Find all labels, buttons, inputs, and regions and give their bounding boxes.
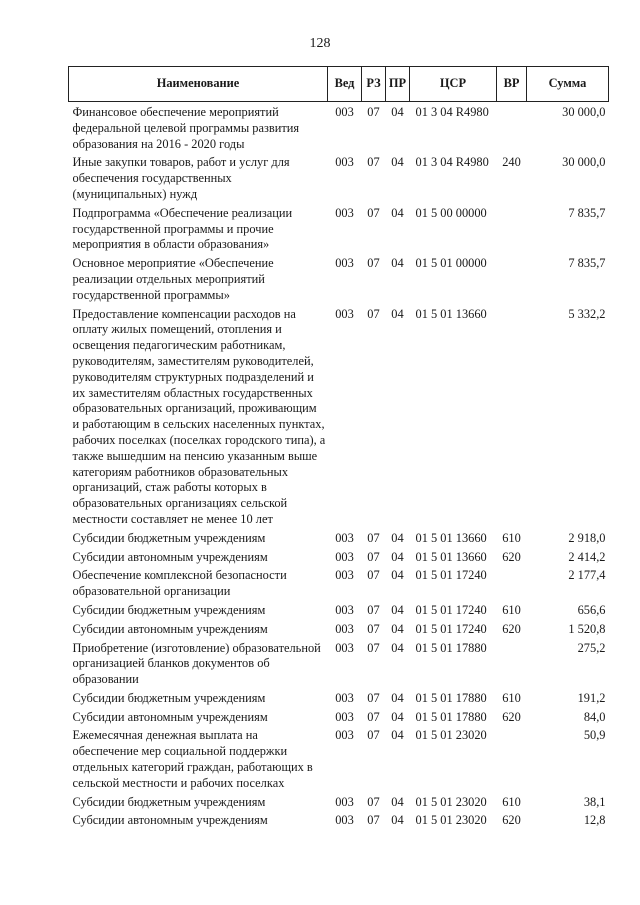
cell-name: Субсидии автономным учреждениям [72,549,268,564]
cell-csr: 01 5 01 23020 [415,794,487,809]
table-row [69,641,609,691]
cell-rz: 07 [367,256,380,271]
cell-pr: 04 [391,709,404,724]
header-ved: Вед [328,67,362,102]
cell-sum: 84,0 [583,709,606,724]
budget-table [68,66,609,832]
cell-csr: 01 5 01 17240 [415,621,487,636]
cell-name: Субсидии бюджетным учреждениям [72,794,266,809]
cell-name: Подпрограмма «Обеспечение реализации государственной программы и прочие мероприятия в области образования» [72,205,293,252]
table-row [69,813,609,832]
cell-sum: 7 835,7 [568,205,606,220]
cell-name: Субсидии бюджетным учреждениям [72,602,266,617]
cell-name: Финансовое обеспечение мероприятий федеральной целевой программы развития образования на 2016 - 2020 годы [72,105,300,151]
cell-ved: 003 [335,709,354,724]
cell-name: Иные закупки товаров, работ и услуг для обеспечения государственных (муниципальных) нужд [72,155,290,201]
cell-vr [497,102,527,156]
cell-ved: 003 [335,728,354,743]
cell-sum: 275,2 [577,640,606,655]
cell-pr: 04 [391,256,404,271]
cell-sum: 2 414,2 [568,549,606,564]
table-row [69,710,609,729]
table-row [69,256,609,306]
header-csr: ЦСР [410,67,497,102]
cell-name: Субсидии бюджетным учреждениям [72,690,266,705]
table-row [69,307,609,531]
cell-sum: 1 520,8 [568,621,606,636]
cell-sum: 7 835,7 [568,256,606,271]
cell-vr [497,307,527,531]
cell-vr [497,256,527,306]
cell-pr: 04 [391,794,404,809]
cell-pr: 04 [391,813,404,828]
header-name: Наименование [69,67,328,102]
cell-rz: 07 [367,549,380,564]
cell-pr: 04 [391,530,404,545]
cell-pr: 04 [391,306,404,321]
cell-ved: 003 [335,205,354,220]
cell-csr: 01 5 01 17880 [415,690,487,705]
cell-ved: 003 [335,640,354,655]
table-row [69,691,609,710]
cell-name: Ежемесячная денежная выплата на обеспечение мер социальной поддержки отдельных категорий граждан, работающих в сельской местности и рабочих поселках [72,728,313,790]
cell-pr: 04 [391,549,404,564]
cell-csr: 01 5 01 17240 [415,602,487,617]
cell-vr: 610 [502,794,521,809]
cell-sum: 656,6 [577,602,606,617]
cell-pr: 04 [391,105,404,119]
cell-pr: 04 [391,602,404,617]
cell-vr: 620 [502,621,521,636]
cell-ved: 003 [335,306,354,321]
table-row [69,728,609,794]
cell-name: Субсидии автономным учреждениям [72,709,268,724]
cell-rz: 07 [367,568,380,583]
cell-rz: 07 [367,794,380,809]
cell-name: Предоставление компенсации расходов на оплату жилых помещений, отопления и освещения педагогическим работникам, руководителям, заместителям руководителей, руководителям структурных подразделений и их заместителям областных государственных образовательных организаций, проживающим и работающим в сельских населенных пунктах, рабочих поселках (поселках городского типа), а также вышедшим на пенсию указанным выше категориям работников образовательных организаций, стаж работы которых в образовательных организациях сельской местности составляет не менее 10 лет [72,306,326,526]
cell-rz: 07 [367,640,380,655]
cell-vr: 620 [502,813,521,828]
cell-name: Субсидии бюджетным учреждениям [72,530,266,545]
cell-sum: 5 332,2 [568,306,606,321]
cell-csr: 01 5 01 17880 [415,640,487,655]
table-row [69,622,609,641]
cell-rz: 07 [367,690,380,705]
cell-rz: 07 [367,813,380,828]
cell-sum: 30 000,0 [562,155,606,170]
cell-ved: 003 [335,690,354,705]
table-row [69,603,609,622]
table-row [69,102,609,156]
cell-sum: 2 177,4 [568,568,606,583]
cell-csr: 01 5 01 13660 [415,530,487,545]
cell-ved: 003 [335,155,354,170]
cell-name: Приобретение (изготовление) образовательной организацией бланков документов об образовании [72,640,321,687]
cell-ved: 003 [335,813,354,828]
cell-vr: 620 [502,549,521,564]
cell-name: Субсидии автономным учреждениям [72,813,268,828]
table-row [69,568,609,603]
table-header [69,67,609,102]
cell-name: Субсидии автономным учреждениям [72,621,268,636]
cell-pr: 04 [391,205,404,220]
table-body [69,102,609,833]
header-vr: ВР [497,67,527,102]
cell-ved: 003 [335,105,354,119]
cell-vr [497,568,527,603]
cell-pr: 04 [391,568,404,583]
cell-sum: 2 918,0 [568,530,606,545]
page-number: 128 [309,36,331,51]
cell-vr [497,641,527,691]
header-pr: ПР [386,67,410,102]
cell-ved: 003 [335,602,354,617]
cell-sum: 12,8 [583,813,606,828]
cell-vr: 610 [502,690,521,705]
table-row [69,531,609,550]
cell-sum: 38,1 [583,794,606,809]
cell-csr: 01 5 01 23020 [415,813,487,828]
cell-rz: 07 [367,602,380,617]
cell-vr: 240 [502,155,521,170]
table-row [69,155,609,205]
cell-rz: 07 [367,205,380,220]
cell-csr: 01 3 04 R4980 [415,105,489,119]
cell-rz: 07 [367,621,380,636]
cell-rz: 07 [367,155,380,170]
cell-sum: 30 000,0 [562,105,606,119]
cell-csr: 01 5 00 00000 [415,205,487,220]
cell-csr: 01 3 04 R4980 [415,155,489,170]
cell-ved: 003 [335,549,354,564]
cell-ved: 003 [335,794,354,809]
cell-csr: 01 5 01 13660 [415,306,487,321]
header-sum: Сумма [527,67,609,102]
cell-rz: 07 [367,105,380,119]
cell-pr: 04 [391,690,404,705]
table-row [69,795,609,814]
cell-vr: 620 [502,709,521,724]
cell-sum: 191,2 [577,690,606,705]
cell-rz: 07 [367,728,380,743]
cell-ved: 003 [335,530,354,545]
cell-vr [497,206,527,256]
cell-pr: 04 [391,621,404,636]
header-rz: РЗ [362,67,386,102]
cell-pr: 04 [391,728,404,743]
cell-ved: 003 [335,621,354,636]
cell-name: Обеспечение комплексной безопасности образовательной организации [72,568,287,599]
cell-rz: 07 [367,530,380,545]
cell-name: Основное мероприятие «Обеспечение реализации отдельных мероприятий государственной программы» [72,256,274,302]
cell-vr: 610 [502,602,521,617]
cell-csr: 01 5 01 00000 [415,256,487,271]
cell-sum: 50,9 [583,728,606,743]
cell-rz: 07 [367,306,380,321]
cell-ved: 003 [335,568,354,583]
cell-csr: 01 5 01 17880 [415,709,487,724]
cell-rz: 07 [367,709,380,724]
cell-pr: 04 [391,155,404,170]
cell-csr: 01 5 01 23020 [415,728,487,743]
cell-vr: 610 [502,530,521,545]
table-row [69,550,609,569]
cell-csr: 01 5 01 13660 [415,549,487,564]
cell-ved: 003 [335,256,354,271]
table-row [69,206,609,256]
cell-vr [497,728,527,794]
cell-pr: 04 [391,640,404,655]
cell-csr: 01 5 01 17240 [415,568,487,583]
